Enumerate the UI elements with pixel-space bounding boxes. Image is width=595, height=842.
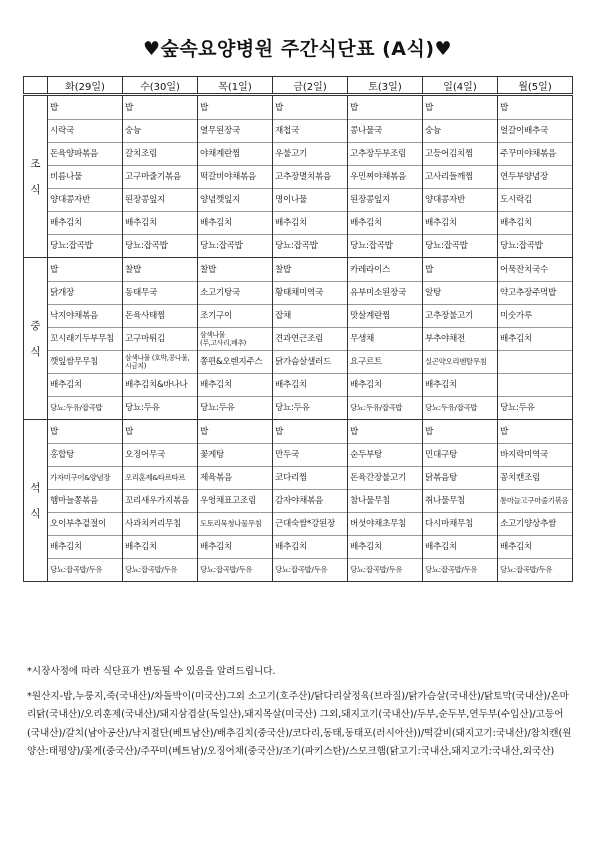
menu-item: 당뇨:두유 xyxy=(498,396,572,419)
menu-item xyxy=(498,373,572,396)
menu-item: 양대콩자반 xyxy=(48,188,122,211)
menu-item: 요구르트 xyxy=(348,350,422,373)
menu-item: 취나물무침 xyxy=(423,489,497,512)
menu-item: 밥 xyxy=(50,102,59,113)
menu-item: 부추야채전 xyxy=(423,327,497,350)
menu-item: 명이나물 xyxy=(273,188,347,211)
menu-item: 알탕 xyxy=(423,281,497,304)
menu-item: 배추김치 xyxy=(273,535,347,558)
meal-label-char: 식 xyxy=(30,345,41,358)
menu-item: 밥 xyxy=(275,102,284,113)
menu-item: 고구마튀김 xyxy=(123,327,197,350)
menu-item: 연두부양념장 xyxy=(498,165,572,188)
menu-item: 밥 xyxy=(500,102,509,113)
day-meal-cell xyxy=(423,95,498,258)
menu-item: 카레라이스 xyxy=(350,264,391,275)
menu-item: 콩나물국 xyxy=(348,119,422,142)
menu-item: 당뇨:잡곡밥 xyxy=(348,234,422,257)
menu-item: 소고기양상추쌈 xyxy=(498,512,572,535)
menu-item: 된장콩잎지 xyxy=(123,188,197,211)
menu-item: 바지락미역국 xyxy=(498,443,572,466)
menu-item: 당뇨:두유 xyxy=(273,396,347,419)
menu-item: 우불고기 xyxy=(273,142,347,165)
meal-label xyxy=(24,420,48,582)
menu-item: 재첩국 xyxy=(273,119,347,142)
menu-item: 햄마늘쫑볶음 xyxy=(48,489,122,512)
menu-item: 오징어무국 xyxy=(123,443,197,466)
menu-item: 사과치커리무침 xyxy=(123,512,197,535)
day-header: 화(29일) xyxy=(48,77,123,95)
menu-item: 배추김치 xyxy=(48,373,122,396)
menu-item: 밥 xyxy=(425,426,434,437)
menu-item: 배추김치 xyxy=(273,373,347,396)
day-meal-cell xyxy=(273,420,348,582)
day-header: 토(3일) xyxy=(348,77,423,95)
menu-item: 당뇨:두유/잡곡밥 xyxy=(423,396,497,419)
menu-item: 약고추장주먹밥 xyxy=(498,281,572,304)
menu-item: 고사리들깨찜 xyxy=(423,165,497,188)
menu-item: 떡갈비야채볶음 xyxy=(198,165,272,188)
menu-item: 감자야채볶음 xyxy=(273,489,347,512)
menu-item: 가자미구이&양념장 xyxy=(48,466,122,489)
menu-item: 찰밥 xyxy=(125,264,142,275)
menu-item: 당뇨:잡곡밥/두유 xyxy=(423,558,497,581)
menu-item: 당뇨:잡곡밥/두유 xyxy=(348,558,422,581)
day-meal-cell xyxy=(348,420,423,582)
menu-item: 고등어김치찜 xyxy=(423,142,497,165)
menu-item: 오리훈제&타르타르 xyxy=(123,466,197,489)
menu-item: 고추장두부조림 xyxy=(348,142,422,165)
menu-item: 돈육양파볶음 xyxy=(48,142,122,165)
menu-item: 깻잎쌈무무침 xyxy=(48,350,122,373)
menu-item: 다시마채무침 xyxy=(423,512,497,535)
menu-item: 돈육간장불고기 xyxy=(348,466,422,489)
meal-label-char: 식 xyxy=(30,183,41,196)
menu-item: 잡채 xyxy=(273,304,347,327)
meal-row-breakfast xyxy=(24,95,573,258)
menu-item: 밥 xyxy=(350,426,359,437)
menu-item: 고구마줄기볶음 xyxy=(123,165,197,188)
menu-item: 배추김치 xyxy=(498,211,572,234)
menu-item: 당뇨:잡곡밥/두유 xyxy=(123,558,197,581)
menu-item: 밥 xyxy=(425,102,434,113)
menu-item: 당뇨:잡곡밥/두유 xyxy=(48,558,122,581)
menu-item: 배추김치 xyxy=(498,535,572,558)
menu-item: 버섯야채초무침 xyxy=(348,512,422,535)
day-meal-cell xyxy=(198,95,273,258)
menu-item: 열무된장국 xyxy=(198,119,272,142)
menu-item: 조기구이 xyxy=(198,304,272,327)
day-meal-cell xyxy=(123,95,198,258)
day-meal-cell xyxy=(273,258,348,420)
menu-item: 당뇨:두유/잡곡밥 xyxy=(48,396,122,419)
meal-label xyxy=(24,258,48,420)
menu-item: 밥 xyxy=(125,102,134,113)
menu-item: 견과연근조림 xyxy=(273,327,347,350)
day-meal-cell xyxy=(498,420,573,582)
menu-item: 야채계란찜 xyxy=(198,142,272,165)
menu-item: 소고기탕국 xyxy=(198,281,272,304)
menu-item: 삼색나물 (호박,콩나물,시금치) xyxy=(123,350,197,373)
menu-item: 무생채 xyxy=(348,327,422,350)
day-meal-cell xyxy=(348,95,423,258)
menu-item: 쫑편&오렌지주스 xyxy=(198,350,272,373)
menu-item: 꽃게탕 xyxy=(198,443,272,466)
menu-item: 배추김치 xyxy=(348,373,422,396)
menu-item: 닭볶음탕 xyxy=(423,466,497,489)
menu-item: 참나물무침 xyxy=(348,489,422,512)
menu-item: 밥 xyxy=(200,426,209,437)
day-meal-cell xyxy=(348,258,423,420)
meal-label-char: 식 xyxy=(30,507,41,520)
menu-item: 고추장불고기 xyxy=(423,304,497,327)
menu-item: 배추김치 xyxy=(198,535,272,558)
menu-item: 당뇨:잡곡밥 xyxy=(48,234,122,257)
menu-item: 낙지야채볶음 xyxy=(48,304,122,327)
menu-item: 배추김치 xyxy=(423,211,497,234)
menu-item: 얼갈이배추국 xyxy=(498,119,572,142)
page-title: ♥숲속요양병원 주간식단표 (A식)♥ xyxy=(142,38,453,60)
menu-item: 코다리찜 xyxy=(273,466,347,489)
menu-item: 배추김치 xyxy=(273,211,347,234)
menu-item: 양념깻잎지 xyxy=(198,188,272,211)
menu-item: 밥 xyxy=(275,426,284,437)
menu-item: 밥 xyxy=(125,426,134,437)
menu-item: 오이부추겉절이 xyxy=(48,512,122,535)
day-meal-cell xyxy=(48,95,123,258)
menu-item: 갈치조림 xyxy=(123,142,197,165)
menu-item: 밥 xyxy=(425,264,434,275)
menu-item: 실곤약오리엔탈무침 xyxy=(423,350,497,373)
day-meal-cell xyxy=(273,95,348,258)
menu-item: 통마늘고구마줄기볶음 xyxy=(498,489,572,512)
menu-item: 미숫가루 xyxy=(498,304,572,327)
menu-item: 당뇨:잡곡밥/두유 xyxy=(198,558,272,581)
meal-row-lunch xyxy=(24,258,573,420)
menu-item: 우엉채표고조림 xyxy=(198,489,272,512)
menu-item: 시락국 xyxy=(48,119,122,142)
meal-label-char: 석 xyxy=(30,481,41,494)
menu-item: 배추김치 xyxy=(198,373,272,396)
day-header-row xyxy=(24,77,573,95)
menu-item: 당뇨:잡곡밥 xyxy=(423,234,497,257)
menu-item: 삼색나물 (무,고사리,배추) xyxy=(198,327,272,350)
notes-section xyxy=(27,663,572,762)
menu-item: 돈육사태찜 xyxy=(123,304,197,327)
menu-item: 도토리묵청나물무침 xyxy=(198,512,272,535)
meal-label xyxy=(24,95,48,258)
menu-item: 배추김치 xyxy=(123,211,197,234)
meal-label-char: 중 xyxy=(30,319,41,332)
day-header: 월(5일) xyxy=(498,77,573,95)
menu-item: 배추김치 xyxy=(498,327,572,350)
day-header: 금(2일) xyxy=(273,77,348,95)
menu-item: 배추김치&바나나 xyxy=(123,373,197,396)
menu-item: 밥 xyxy=(200,102,209,113)
menu-item: 어묵잔치국수 xyxy=(500,264,549,275)
day-meal-cell xyxy=(498,258,573,420)
menu-item: 양대콩자반 xyxy=(423,188,497,211)
menu-item: 닭가슴살샐러드 xyxy=(273,350,347,373)
menu-item: 배추김치 xyxy=(198,211,272,234)
menu-item: 고추장멸치볶음 xyxy=(273,165,347,188)
day-meal-cell xyxy=(48,258,123,420)
meal-label-char: 조 xyxy=(30,157,41,170)
menu-item: 찰밥 xyxy=(200,264,217,275)
menu-item: 밥 xyxy=(50,264,59,275)
menu-item: 당뇨:두유/잡곡밥 xyxy=(348,396,422,419)
menu-item: 유부미소된장국 xyxy=(348,281,422,304)
meal-row-dinner xyxy=(24,420,573,582)
menu-item: 꼬리새우가지볶음 xyxy=(123,489,197,512)
day-meal-cell xyxy=(423,420,498,582)
menu-item: 홍합탕 xyxy=(48,443,122,466)
menu-item: 당뇨:잡곡밥 xyxy=(273,234,347,257)
menu-item: 근대숙쌈*강된장 xyxy=(273,512,347,535)
day-meal-cell xyxy=(48,420,123,582)
menu-item: 밥 xyxy=(50,426,59,437)
menu-item: 배추김치 xyxy=(423,535,497,558)
menu-item: 찰밥 xyxy=(275,264,292,275)
day-meal-cell xyxy=(423,258,498,420)
header-corner xyxy=(24,77,48,95)
menu-item: 당뇨:잡곡밥/두유 xyxy=(498,558,572,581)
change-notice: *시장사정에 따라 식단표가 변동될 수 있음을 알려드립니다. xyxy=(27,666,276,677)
menu-item: 숭늉 xyxy=(123,119,197,142)
day-header: 일(4일) xyxy=(423,77,498,95)
menu-item: 동태무국 xyxy=(123,281,197,304)
menu-item: 만두국 xyxy=(273,443,347,466)
menu-item: 주꾸미야채볶음 xyxy=(498,142,572,165)
day-meal-cell xyxy=(498,95,573,258)
menu-item: 배추김치 xyxy=(123,535,197,558)
menu-item: 제육볶음 xyxy=(198,466,272,489)
weekly-menu-table xyxy=(23,76,573,582)
menu-item: 당뇨:잡곡밥 xyxy=(123,234,197,257)
menu-item: 도시락김 xyxy=(498,188,572,211)
menu-item: 비름나물 xyxy=(48,165,122,188)
menu-item: 당뇨:잡곡밥/두유 xyxy=(273,558,347,581)
day-meal-cell xyxy=(198,420,273,582)
menu-item: 배추김치 xyxy=(48,535,122,558)
menu-item: 꼬시래기두부무침 xyxy=(48,327,122,350)
menu-item: 배추김치 xyxy=(48,211,122,234)
menu-item: 배추김치 xyxy=(423,373,497,396)
menu-item: 당뇨:잡곡밥 xyxy=(498,234,572,257)
menu-item: 밥 xyxy=(500,426,509,437)
menu-item: 황태채미역국 xyxy=(273,281,347,304)
day-header: 목(1일) xyxy=(198,77,273,95)
menu-item: 닭개장 xyxy=(48,281,122,304)
day-meal-cell xyxy=(123,258,198,420)
menu-item: 배추김치 xyxy=(348,535,422,558)
menu-item: 맛살계란찜 xyxy=(348,304,422,327)
menu-item: 된장콩잎지 xyxy=(348,188,422,211)
menu-item: 당뇨:잡곡밥 xyxy=(198,234,272,257)
menu-item: 배추김치 xyxy=(348,211,422,234)
menu-item: 밥 xyxy=(350,102,359,113)
day-meal-cell xyxy=(123,420,198,582)
menu-item: 숭늉 xyxy=(423,119,497,142)
menu-item: 우민찌야채볶음 xyxy=(348,165,422,188)
menu-item xyxy=(498,350,572,373)
menu-item: 당뇨:두유 xyxy=(123,396,197,419)
menu-item: 당뇨:두유 xyxy=(198,396,272,419)
day-meal-cell xyxy=(198,258,273,420)
menu-item: 민대구탕 xyxy=(423,443,497,466)
day-header: 수(30일) xyxy=(123,77,198,95)
menu-item: 꽁치캔조림 xyxy=(498,466,572,489)
menu-item: 순두부탕 xyxy=(348,443,422,466)
origin-info: *원산지-밥,누룽지,죽(국내산)/차돌박이(미국산)그외 소고기(호주산)/닭다리살정육(브라질)/닭가슴살(국내산)/닭토막(국내산)/온마리닭(국내산)/오리훈제(국내산)/돼지삼겹살(독일산),돼지목살(미국산) 그외,돼지고기(국내산)/두부,순두부,연두부(수입산)/고등어(국내산)/갈치(남아공산)/낙지절단(베트남산)/배추김치(중국산)/코다리,동태,동태포(러시아산))/떡갈비(돼지고기:국내산)/참치캔(원양산:태평양)/꽃게(중국산)/주꾸미(베트남)/오징어채(중국산)/조기(파키스탄)/스모크햄(닭고기:국내산,돼지고기:국내산,외국산) xyxy=(27,690,572,757)
